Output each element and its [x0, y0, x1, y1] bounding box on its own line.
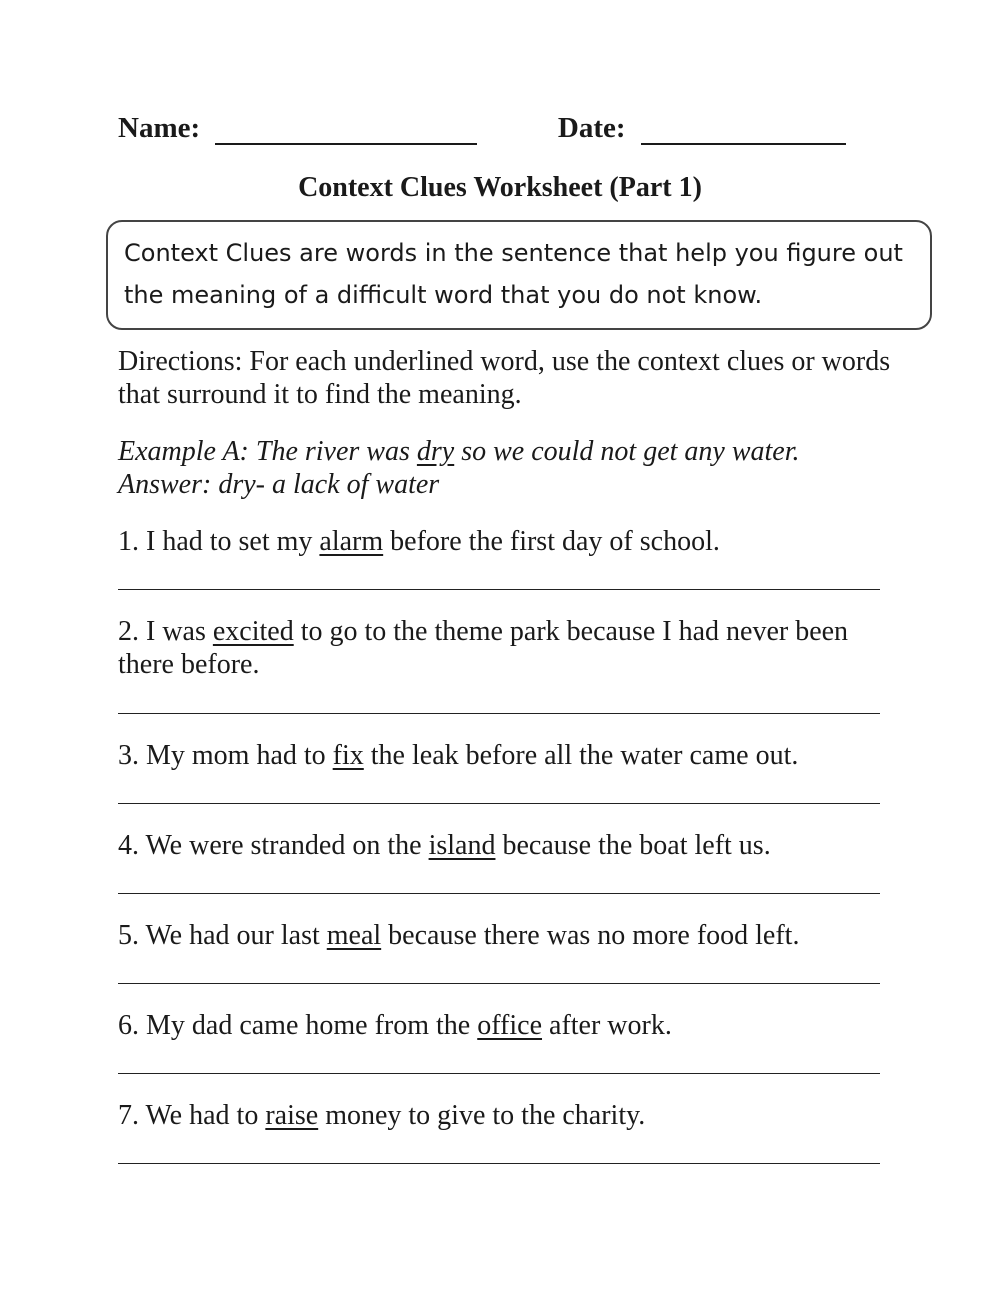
- answer-line-4[interactable]: [118, 893, 880, 894]
- answer-line-3[interactable]: [118, 803, 880, 804]
- question-text: money to give to the charity.: [318, 1100, 646, 1131]
- underlined-word: raise: [265, 1100, 319, 1131]
- example-after: so we could not get any water.: [454, 436, 800, 467]
- question-text: 4. We were stranded on the: [118, 830, 429, 861]
- question-text: to go to the theme park because I had never been there before.: [118, 616, 849, 680]
- question-text: 5. We had our last: [118, 920, 327, 951]
- question-text: the leak before all the water came out.: [363, 740, 799, 771]
- definition-box: [106, 220, 932, 330]
- example-before: Example A: The river was: [118, 436, 417, 467]
- underlined-word: excited: [212, 616, 294, 647]
- definition-text: Context Clues are words in the sentence that help you figure out the meaning of a difficult word that you do not know.: [124, 239, 903, 309]
- question-text: 1. I had to set my: [118, 526, 320, 557]
- answer-line-1[interactable]: [118, 589, 880, 590]
- name-label: Name:: [118, 112, 201, 144]
- question-2: [118, 615, 898, 681]
- underlined-word: meal: [326, 920, 382, 951]
- name-blank[interactable]: [215, 113, 477, 145]
- example-answer: Answer: dry- a lack of water: [118, 469, 440, 500]
- example: [118, 435, 898, 501]
- question-1: [118, 525, 898, 558]
- question-text: 2. I was: [118, 616, 213, 647]
- question-6: [118, 1009, 898, 1042]
- question-5: [118, 919, 898, 952]
- question-text: 3. My mom had to: [118, 740, 333, 771]
- question-7: [118, 1099, 898, 1132]
- question-text: 7. We had to: [118, 1100, 266, 1131]
- question-3: [118, 739, 898, 772]
- answer-line-7[interactable]: [118, 1163, 880, 1164]
- question-text: before the first day of school.: [383, 526, 720, 557]
- example-word: dry: [416, 436, 455, 467]
- question-text: after work.: [542, 1010, 672, 1041]
- question-4: [118, 829, 898, 862]
- answer-line-2[interactable]: [118, 713, 880, 714]
- answer-line-5[interactable]: [118, 983, 880, 984]
- date-blank[interactable]: [641, 113, 846, 145]
- question-text: because there was no more food left.: [381, 920, 800, 951]
- underlined-word: alarm: [319, 526, 384, 557]
- date-label: Date:: [557, 112, 626, 144]
- underlined-word: office: [477, 1010, 543, 1041]
- underlined-word: fix: [332, 740, 364, 771]
- underlined-word: island: [428, 830, 496, 861]
- answer-line-6[interactable]: [118, 1073, 880, 1074]
- question-text: because the boat left us.: [495, 830, 771, 861]
- question-text: 6. My dad came home from the: [118, 1010, 478, 1041]
- directions: Directions: For each underlined word, use the context clues or words that surround it to find the meaning.: [118, 346, 891, 410]
- worksheet-title: Context Clues Worksheet (Part 1): [298, 172, 702, 203]
- header-row: [118, 112, 846, 145]
